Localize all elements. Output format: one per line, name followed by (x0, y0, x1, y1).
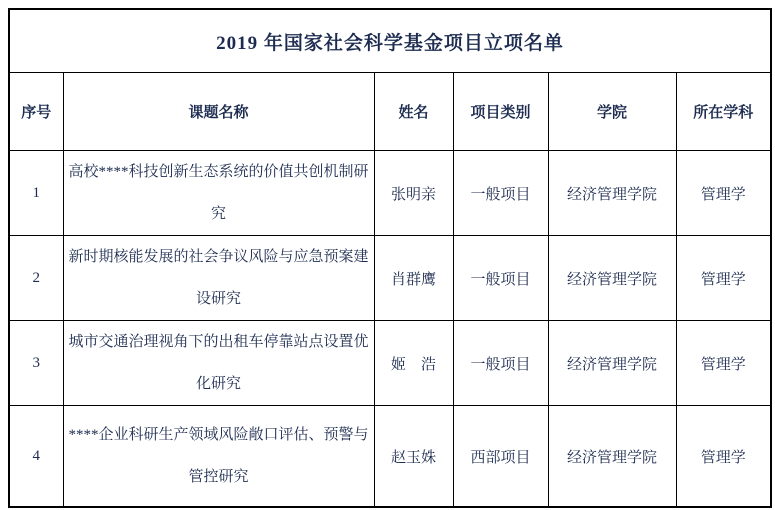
cell-name: 赵玉姝 (374, 406, 453, 508)
cell-topic: 新时期核能发展的社会争议风险与应急预案建设研究 (63, 236, 374, 321)
cell-category: 一般项目 (453, 236, 548, 321)
cell-discipline: 管理学 (676, 151, 771, 236)
col-header-name: 姓名 (374, 73, 453, 151)
title-row (9, 9, 771, 73)
cell-name: 张明亲 (374, 151, 453, 236)
cell-topic: ****企业科研生产领域风险敞口评估、预警与管控研究 (63, 406, 374, 508)
page-title: 2019 年国家社会科学基金项目立项名单 (9, 9, 771, 73)
col-header-no: 序号 (9, 73, 63, 151)
project-table (8, 8, 772, 508)
cell-category: 西部项目 (453, 406, 548, 508)
cell-no: 1 (9, 151, 63, 236)
cell-no: 3 (9, 321, 63, 406)
header-row (9, 73, 771, 151)
cell-college: 经济管理学院 (548, 236, 676, 321)
cell-topic: 城市交通治理视角下的出租车停靠站点设置优化研究 (63, 321, 374, 406)
cell-name: 姬 浩 (374, 321, 453, 406)
cell-name: 肖群鹰 (374, 236, 453, 321)
cell-discipline: 管理学 (676, 406, 771, 508)
table-row (9, 236, 771, 321)
cell-category: 一般项目 (453, 151, 548, 236)
cell-category: 一般项目 (453, 321, 548, 406)
col-header-discipline: 所在学科 (676, 73, 771, 151)
col-header-category: 项目类别 (453, 73, 548, 151)
cell-no: 2 (9, 236, 63, 321)
col-header-college: 学院 (548, 73, 676, 151)
cell-college: 经济管理学院 (548, 321, 676, 406)
cell-topic: 高校****科技创新生态系统的价值共创机制研究 (63, 151, 374, 236)
cell-college: 经济管理学院 (548, 151, 676, 236)
cell-no: 4 (9, 406, 63, 508)
cell-discipline: 管理学 (676, 236, 771, 321)
cell-discipline: 管理学 (676, 321, 771, 406)
table-row (9, 321, 771, 406)
table-row (9, 406, 771, 508)
cell-college: 经济管理学院 (548, 406, 676, 508)
table-row (9, 151, 771, 236)
col-header-topic: 课题名称 (63, 73, 374, 151)
